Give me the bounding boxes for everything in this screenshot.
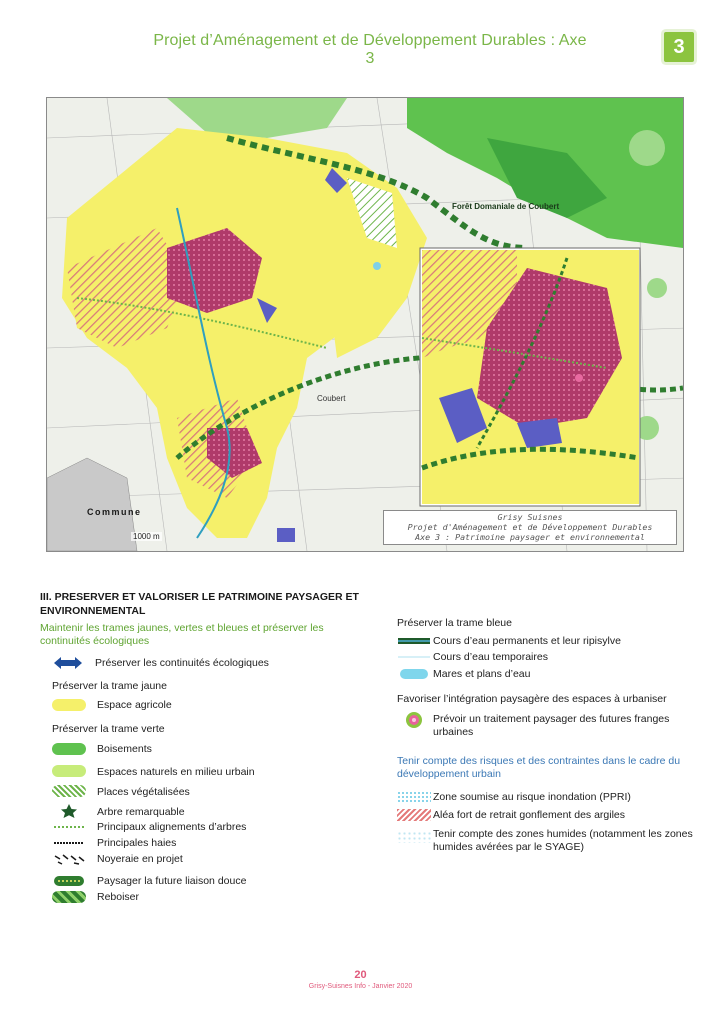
yellow-frame-heading: Préserver la trame jaune	[52, 680, 167, 692]
map-caption-line: Axe 3 : Patrimoine paysager et environnemental	[415, 532, 645, 542]
legend-label: Aléa fort de retrait gonflement des argiles	[433, 809, 626, 821]
map-graphic	[47, 98, 683, 551]
urban-integration-heading: Favoriser l’intégration paysagère des espaces à urbaniser	[397, 693, 667, 705]
flood-risk-swatch	[397, 791, 431, 803]
legend-label: Zone soumise au risque inondation (PPRI)	[433, 791, 631, 803]
legend-label: Cours d’eau permanents et leur ripisylve	[433, 635, 621, 647]
legend-label: Espace agricole	[97, 699, 172, 711]
legend-label: Espaces naturels en milieu urbain	[97, 766, 255, 778]
agricultural-swatch	[52, 699, 86, 711]
legend-label: Cours d’eau temporaires	[433, 651, 548, 663]
double-arrow-icon	[52, 656, 84, 670]
walnut-grove-line	[52, 852, 86, 866]
clay-risk-swatch	[397, 809, 431, 821]
hedge-line	[52, 838, 86, 848]
urban-fringe-icon	[397, 710, 431, 730]
reforest-swatch	[52, 891, 86, 903]
map-place-label: Forêt Domaniale de Coubert	[452, 202, 560, 211]
soft-link-icon	[52, 874, 86, 888]
vegetated-squares-swatch	[52, 785, 86, 797]
pond-swatch	[400, 669, 428, 679]
section-subtitle: Maintenir les trames jaunes, vertes et bleues et préserver les continuités écologiques	[40, 622, 324, 647]
legend-label: Boisements	[97, 743, 152, 755]
map-scale: 1000 m	[133, 532, 160, 541]
map-place-label: Coubert	[317, 394, 346, 403]
axe-badge: 3	[664, 32, 694, 62]
legend-label: Mares et plans d’eau	[433, 668, 531, 680]
map-caption-line: Projet d'Aménagement et de Développement Durables	[407, 522, 653, 532]
legend-label: Paysager la future liaison douce	[97, 875, 247, 887]
urban-natural-swatch	[52, 765, 86, 777]
risk-heading: Tenir compte des risques et des contraintes dans le cadre du développement urbain	[397, 755, 681, 780]
commune-label: Commune	[87, 507, 142, 517]
legend-label: Préserver les continuités écologiques	[95, 657, 269, 669]
publication-name: Grisy-Suisnes Info - Janvier 2020	[308, 983, 413, 990]
legend-label: Tenir compte des zones humides (notamment les zones humides avérées par le SYAGE)	[433, 828, 693, 853]
legend-label: Reboiser	[97, 891, 140, 903]
permanent-watercourse-line	[397, 636, 431, 646]
legend-label: Noyeraie en projet	[97, 853, 183, 865]
legend-label: Prévoir un traitement paysager des futures franges urbaines	[433, 713, 670, 738]
legend-label: Principaux alignements d’arbres	[97, 821, 247, 833]
map[interactable]	[46, 97, 684, 552]
legend-label: Arbre remarquable	[97, 806, 185, 818]
temporary-watercourse-line	[397, 652, 431, 662]
woodland-swatch	[52, 743, 86, 755]
star-tree-icon	[52, 803, 86, 819]
map-caption	[383, 510, 677, 545]
blue-frame-heading: Préserver la trame bleue	[397, 617, 512, 629]
page-title: Projet d’Aménagement et de Développement Durables : Axe 3	[153, 32, 587, 67]
green-frame-heading: Préserver la trame verte	[52, 723, 165, 735]
section-title: III. PRESERVER ET VALORISER LE PATRIMOINE PAYSAGER ET ENVIRONNEMENTAL	[40, 591, 359, 617]
tree-alignment-line	[52, 822, 86, 832]
page-number: 20	[354, 969, 367, 981]
legend-label: Principales haies	[97, 837, 177, 849]
legend-label: Places végétalisées	[97, 786, 190, 798]
wetland-swatch	[397, 831, 431, 843]
map-caption-line: Grisy Suisnes	[497, 512, 563, 522]
